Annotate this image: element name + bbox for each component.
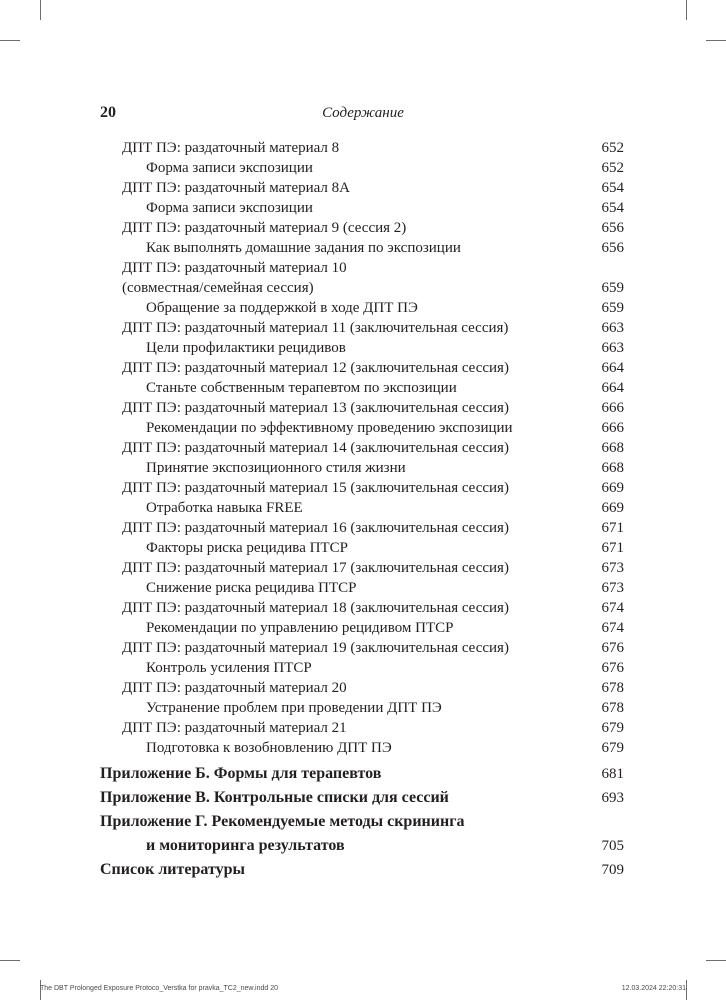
toc-subentry bbox=[100, 698, 624, 718]
toc-entry-page: 705 bbox=[601, 838, 624, 854]
toc-entry-title: Приложение Г. Рекомендуемые методы скрининга bbox=[100, 813, 465, 830]
toc-entry-page: 668 bbox=[601, 460, 624, 476]
toc-entry-title: Приложение В. Контрольные списки для сессий bbox=[100, 789, 449, 806]
toc-entry bbox=[100, 718, 624, 738]
toc-entry-title: ДПТ ПЭ: раздаточный материал 10 bbox=[122, 260, 347, 276]
toc-entry-page: 652 bbox=[601, 140, 624, 156]
toc-entry-title: ДПТ ПЭ: раздаточный материал 15 (заключительная сессия) bbox=[122, 480, 509, 496]
toc-entry-page: 666 bbox=[601, 420, 624, 436]
toc-subentry bbox=[100, 298, 624, 318]
running-title: Содержание bbox=[322, 105, 404, 121]
toc-entry-title: Снижение риска рецидива ПТСР bbox=[146, 580, 357, 596]
toc-entry-title-continued: и мониторинга результатов bbox=[146, 837, 345, 854]
toc-entry-title: ДПТ ПЭ: раздаточный материал 8А bbox=[122, 180, 350, 196]
toc-entry-page: 654 bbox=[601, 200, 624, 216]
toc-subentry bbox=[100, 418, 624, 438]
toc-entry-title: ДПТ ПЭ: раздаточный материал 21 bbox=[122, 720, 347, 736]
crop-mark bbox=[706, 960, 726, 961]
toc-entry bbox=[100, 138, 624, 158]
toc-entry-title: ДПТ ПЭ: раздаточный материал 13 (заключительная сессия) bbox=[122, 400, 509, 416]
toc-entry-title: ДПТ ПЭ: раздаточный материал 14 (заключительная сессия) bbox=[122, 440, 509, 456]
toc-subentry bbox=[100, 538, 624, 558]
toc-entry bbox=[100, 398, 624, 418]
toc-entry-title: Приложение Б. Формы для терапевтов bbox=[100, 765, 382, 782]
toc-entry-page: 664 bbox=[601, 380, 624, 396]
toc-entry-page: 676 bbox=[601, 660, 624, 676]
toc-entry-title: Принятие экспозиционного стиля жизни bbox=[146, 460, 406, 476]
toc-entry-page: 681 bbox=[601, 766, 624, 782]
toc-entry-major bbox=[100, 786, 624, 810]
toc-entry-page: 674 bbox=[601, 600, 624, 616]
toc-entry bbox=[100, 318, 624, 338]
toc-entry-page: 663 bbox=[601, 320, 624, 336]
toc-entry-title: Рекомендации по эффективному проведению экспозиции bbox=[146, 420, 513, 436]
toc-entry-title: ДПТ ПЭ: раздаточный материал 17 (заключительная сессия) bbox=[122, 560, 509, 576]
toc-entry-page: 656 bbox=[601, 220, 624, 236]
toc-entry bbox=[100, 438, 624, 458]
toc-subentry bbox=[100, 738, 624, 758]
toc-entry-page: 652 bbox=[601, 160, 624, 176]
crop-mark bbox=[686, 980, 687, 1000]
toc-entry bbox=[100, 518, 624, 538]
toc-entry-title: ДПТ ПЭ: раздаточный материал 12 (заключительная сессия) bbox=[122, 360, 509, 376]
toc-entry-page: 659 bbox=[601, 280, 624, 296]
toc-entry-title: Как выполнять домашние задания по экспозиции bbox=[146, 240, 461, 256]
toc-subentry bbox=[100, 378, 624, 398]
page-number: 20 bbox=[100, 104, 116, 121]
toc-entry-title: Отработка навыка FREE bbox=[146, 500, 303, 516]
toc-entry bbox=[100, 638, 624, 658]
crop-mark bbox=[0, 40, 20, 41]
toc-entry-page: 669 bbox=[601, 500, 624, 516]
table-of-contents bbox=[100, 138, 624, 882]
toc-entry-page: 671 bbox=[601, 520, 624, 536]
toc-entry-page: 668 bbox=[601, 440, 624, 456]
toc-subentry bbox=[100, 198, 624, 218]
toc-entry-page: 678 bbox=[601, 680, 624, 696]
toc-entry bbox=[100, 598, 624, 618]
toc-subentry bbox=[100, 498, 624, 518]
toc-entry-page: 676 bbox=[601, 640, 624, 656]
toc-entry-title: ДПТ ПЭ: раздаточный материал 11 (заключительная сессия) bbox=[122, 320, 509, 336]
toc-subentry bbox=[100, 618, 624, 638]
toc-entry-page: 671 bbox=[601, 540, 624, 556]
toc-entry-title-continued: (совместная/семейная сессия) bbox=[122, 280, 314, 296]
toc-entry-title: Факторы риска рецидива ПТСР bbox=[146, 540, 348, 556]
toc-entry-page: 654 bbox=[601, 180, 624, 196]
toc-entry-title: ДПТ ПЭ: раздаточный материал 20 bbox=[122, 680, 347, 696]
toc-entry-page: 659 bbox=[601, 300, 624, 316]
toc-entry-title: Подготовка к возобновлению ДПТ ПЭ bbox=[146, 740, 392, 756]
toc-entry-title: Форма записи экспозиции bbox=[146, 200, 313, 216]
toc-entry-page: 693 bbox=[601, 790, 624, 806]
toc-entry-page: 663 bbox=[601, 340, 624, 356]
toc-entry-title: ДПТ ПЭ: раздаточный материал 19 (заключительная сессия) bbox=[122, 640, 509, 656]
toc-subentry bbox=[100, 578, 624, 598]
toc-entry-page: 664 bbox=[601, 360, 624, 376]
toc-entry-page: 669 bbox=[601, 480, 624, 496]
toc-entry-major bbox=[100, 858, 624, 882]
toc-entry-title: Форма записи экспозиции bbox=[146, 160, 313, 176]
toc-subentry bbox=[100, 238, 624, 258]
toc-entry-title: Устранение проблем при проведении ДПТ ПЭ bbox=[146, 700, 442, 716]
toc-subentry bbox=[100, 338, 624, 358]
toc-subentry bbox=[100, 658, 624, 678]
toc-entry-page: 656 bbox=[601, 240, 624, 256]
toc-entry bbox=[100, 178, 624, 198]
toc-entry-major bbox=[100, 810, 624, 858]
toc-entry-title: Рекомендации по управлению рецидивом ПТСР bbox=[146, 620, 454, 636]
toc-entry-title: ДПТ ПЭ: раздаточный материал 8 bbox=[122, 140, 340, 156]
toc-entry-title: Цели профилактики рецидивов bbox=[146, 340, 346, 356]
toc-entry-title: Станьте собственным терапевтом по экспозиции bbox=[146, 380, 457, 396]
toc-entry-page: 679 bbox=[601, 720, 624, 736]
toc-subentry bbox=[100, 158, 624, 178]
toc-entry-page: 674 bbox=[601, 620, 624, 636]
toc-entry bbox=[100, 678, 624, 698]
crop-mark bbox=[0, 960, 20, 961]
toc-entry-title: Контроль усиления ПТСР bbox=[146, 660, 312, 676]
toc-entry bbox=[100, 258, 624, 298]
toc-entry bbox=[100, 558, 624, 578]
footer-file-info: The DBT Prolonged Exposure Protoco_Verstka for pravka_TC2_new.indd 20 bbox=[40, 985, 279, 992]
crop-mark bbox=[40, 0, 41, 20]
crop-mark bbox=[686, 0, 687, 20]
toc-entry bbox=[100, 478, 624, 498]
toc-entry-page: 666 bbox=[601, 400, 624, 416]
toc-subentry bbox=[100, 458, 624, 478]
toc-entry-title: ДПТ ПЭ: раздаточный материал 9 (сессия 2) bbox=[122, 220, 407, 236]
toc-entry-page: 678 bbox=[601, 700, 624, 716]
toc-entry bbox=[100, 358, 624, 378]
crop-mark bbox=[706, 40, 726, 41]
toc-entry-page: 673 bbox=[601, 580, 624, 596]
toc-entry-title: ДПТ ПЭ: раздаточный материал 18 (заключительная сессия) bbox=[122, 600, 509, 616]
toc-entry-page: 673 bbox=[601, 560, 624, 576]
toc-entry-title: Обращение за поддержкой в ходе ДПТ ПЭ bbox=[146, 300, 418, 316]
toc-entry-title: ДПТ ПЭ: раздаточный материал 16 (заключительная сессия) bbox=[122, 520, 509, 536]
toc-entry-page: 709 bbox=[601, 862, 624, 878]
toc-entry-major bbox=[100, 762, 624, 786]
toc-entry-page: 679 bbox=[601, 740, 624, 756]
footer-timestamp: 12.03.2024 22:20:31 bbox=[621, 985, 686, 992]
toc-entry bbox=[100, 218, 624, 238]
toc-entry-title: Список литературы bbox=[100, 861, 245, 878]
